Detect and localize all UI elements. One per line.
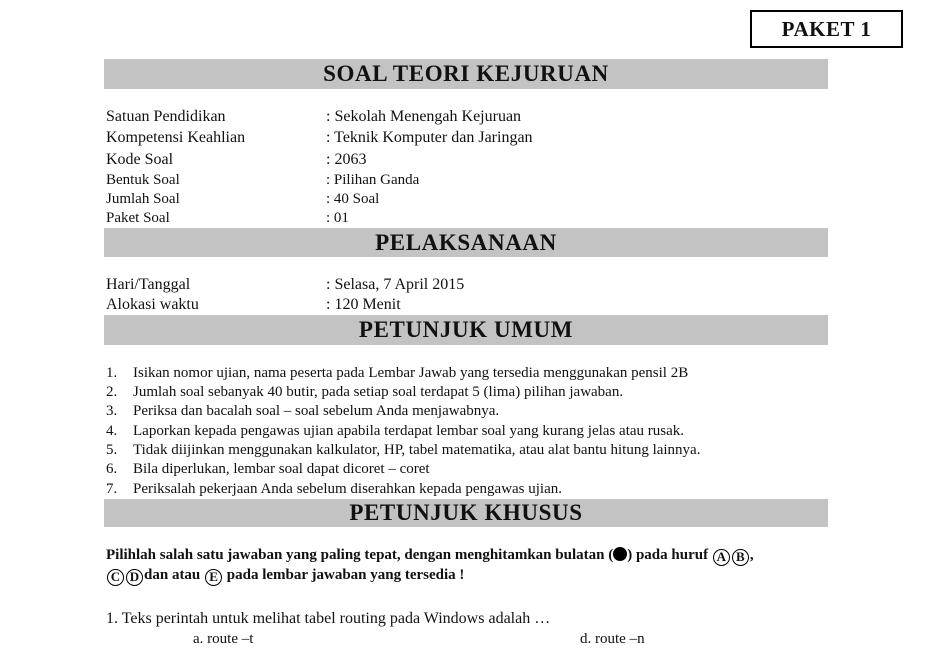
list-number: 1.	[106, 365, 118, 381]
list-text: Isikan nomor ujian, nama peserta pada Lembar Jawab yang tersedia menggunakan pensil 2B	[133, 365, 689, 381]
instruction-text: dan	[144, 567, 169, 583]
info-label: Bentuk Soal	[106, 172, 180, 188]
instruction-text: ,	[749, 547, 754, 563]
info-label: Kode Soal	[106, 151, 174, 168]
list-number: 4.	[106, 423, 118, 439]
info-label: Kompetensi Keahlian	[106, 129, 246, 146]
petunjuk-khusus-line-1	[106, 547, 754, 566]
info-value: : 01	[326, 210, 349, 226]
petunjuk-khusus-line-2	[106, 567, 464, 586]
answer-option-a: a. route –t	[193, 631, 254, 647]
list-number: 2.	[106, 384, 118, 400]
list-text: Periksalah pekerjaan Anda sebelum diserahkan kepada pengawas ujian.	[133, 481, 563, 497]
info-value: : 2063	[326, 151, 367, 168]
list-text: Jumlah soal sebanyak 40 butir, pada setiap soal terdapat 5 (lima) pilihan jawaban.	[133, 384, 624, 400]
petunjuk-umum-heading: PETUNJUK UMUM	[358, 317, 574, 342]
pelaksanaan-value: : Selasa, 7 April 2015	[326, 276, 465, 293]
pelaksanaan-label: Alokasi waktu	[106, 296, 199, 313]
info-value: : 40 Soal	[326, 191, 380, 207]
info-label: Satuan Pendidikan	[106, 108, 226, 125]
info-value: : Pilihan Ganda	[326, 172, 420, 188]
list-number: 5.	[106, 442, 118, 458]
letter-a-circle-icon: A	[713, 549, 730, 566]
document-title: SOAL TEORI KEJURUAN	[323, 61, 609, 86]
list-number: 3.	[106, 403, 118, 419]
filled-bubble-icon	[613, 547, 627, 561]
info-value: : Sekolah Menengah Kejuruan	[326, 108, 522, 125]
info-label: Paket Soal	[106, 210, 170, 226]
letter-c-circle-icon: C	[107, 569, 124, 586]
answer-option-d: d. route –n	[580, 631, 645, 647]
letter-d-circle-icon: D	[126, 569, 143, 586]
petunjuk-khusus-band	[104, 499, 828, 527]
letter-e-circle-icon: E	[205, 569, 222, 586]
list-number: 6.	[106, 461, 118, 477]
list-number: 7.	[106, 481, 118, 497]
list-text: Laporkan kepada pengawas ujian apabila terdapat lembar soal yang kurang jelas atau rusak.	[133, 423, 685, 439]
pelaksanaan-value: : 120 Menit	[326, 296, 401, 313]
letter-b-circle-icon: B	[732, 549, 749, 566]
info-label: Jumlah Soal	[106, 191, 180, 207]
instruction-text: pada lembar jawaban yang tersedia !	[226, 567, 465, 583]
list-text: Periksa dan bacalah soal – soal sebelum Anda menjawabnya.	[133, 403, 500, 419]
pelaksanaan-heading: PELAKSANAAN	[375, 229, 557, 255]
title-band	[104, 59, 828, 89]
petunjuk-khusus-heading: PETUNJUK KHUSUS	[349, 500, 583, 525]
pelaksanaan-band	[104, 228, 828, 257]
instruction-text: atau	[171, 567, 201, 583]
info-value: : Teknik Komputer dan Jaringan	[326, 129, 533, 146]
instruction-text: Pilihlah salah satu jawaban yang paling tepat, dengan menghitamkan bulatan (	[106, 547, 614, 563]
paket-label: PAKET 1	[750, 10, 903, 48]
list-text: Tidak diijinkan menggunakan kalkulator, HP, tabel matematika, atau alat bantu hitung lainnya.	[133, 442, 701, 458]
list-text: Bila diperlukan, lembar soal dapat dicoret – coret	[133, 461, 430, 477]
pelaksanaan-label: Hari/Tanggal	[106, 276, 191, 293]
question-text: 1. Teks perintah untuk melihat tabel routing pada Windows adalah …	[106, 610, 551, 627]
instruction-text: ) pada huruf	[627, 547, 709, 563]
petunjuk-umum-band	[104, 315, 828, 345]
